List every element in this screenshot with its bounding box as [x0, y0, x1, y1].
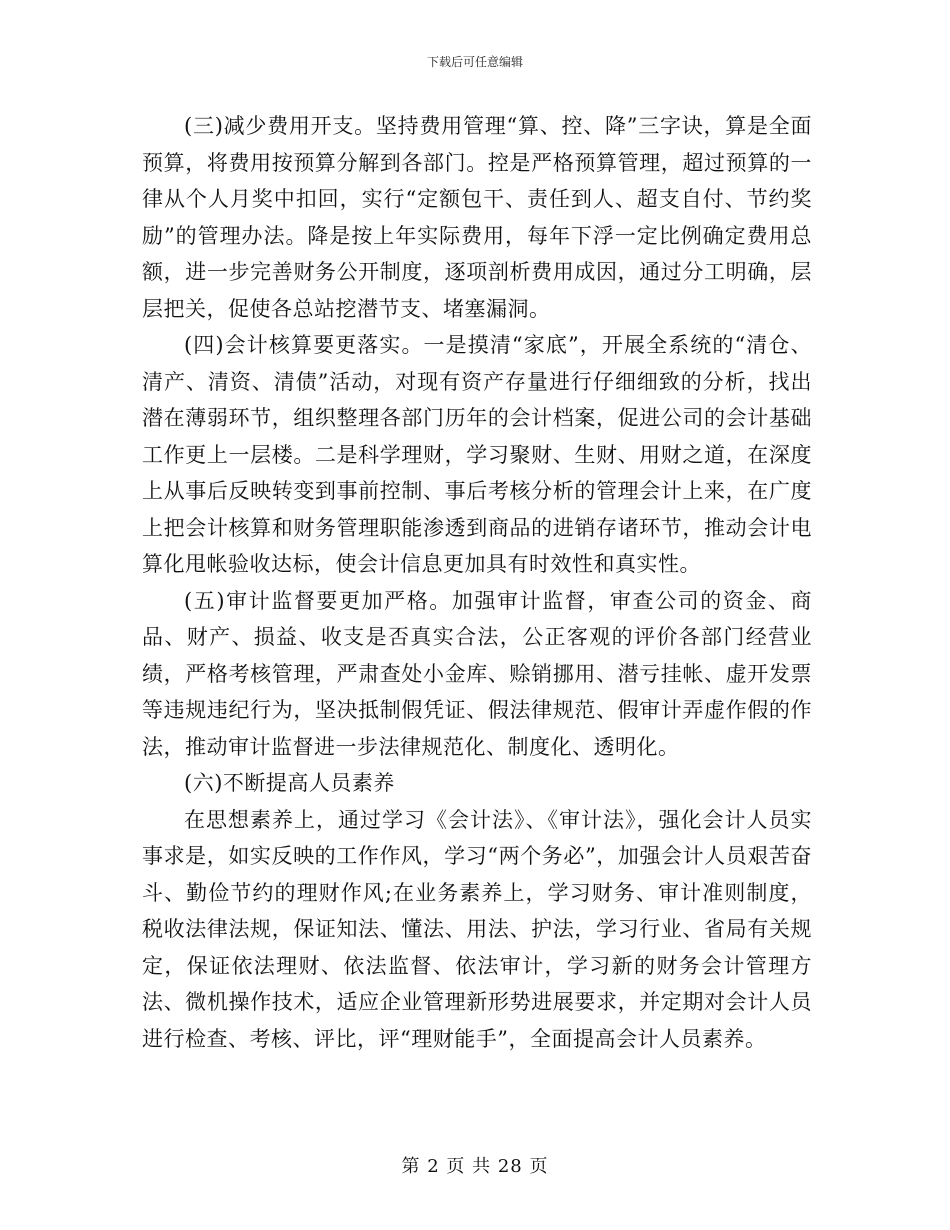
paragraph-audit: (五)审计监督要更加严格。加强审计监督，审查公司的资金、商品、财产、损益、收支是否真实合法，公正客观的评价各部门经营业绩，严格考核管理，严肃查处小金库、赊销挪用、潜亏挂帐、虚开发票等违规违纪行为，坚决抵制假凭证、假法律规范、假审计弄虚作假的作法，推动审计监督进一步法律规范化、制度化、透明化。 [142, 588, 812, 759]
paragraph-accounting: (四)会计核算要更落实。一是摸清“家底”，开展全系统的“清仓、清产、清资、清债”活动，对现有资产存量进行仔细细致的分析，找出潜在薄弱环节，组织整理各部门历年的会计档案，促进公司的会计基础工作更上一层楼。二是科学理财，学习聚财、生财、用财之道，在深度上从事后反映转变到事前控制、事后考核分析的管理会计上来，在广度上把会计核算和财务管理职能渗透到商品的进销存诸环节，推动会计电算化甩帐验收达标，使会计信息更加具有时效性和真实性。 [142, 333, 812, 576]
paragraph-staff-quality: 在思想素养上，通过学习《会计法》、《审计法》，强化会计人员实事求是，如实反映的工作作风，学习“两个务必”，加强会计人员艰苦奋斗、勤俭节约的理财作风;在业务素养上，学习财务、审计准则制度，税收法律法规，保证知法、懂法、用法、护法，学习行业、省局有关规定，保证依法理财、依法监督、依法审计，学习新的财务会计管理方法、微机操作技术，适应企业管理新形势进展要求，并定期对会计人员进行检查、考核、评比，评“理财能手”，全面提高会计人员素养。 [142, 807, 812, 1051]
paragraph-reduce-expenses: (三)减少费用开支。坚持费用管理“算、控、降”三字诀，算是全面预算，将费用按预算分解到各部门。控是严格预算管理，超过预算的一律从个人月奖中扣回，实行“定额包干、责任到人、超支自付、节约奖励”的管理办法。降是按上年实际费用，每年下浮一定比例确定费用总额，进一步完善财务公开制度，逐项剖析费用成因，通过分工明确，层层把关，促使各总站挖潜节支、堵塞漏洞。 [142, 114, 812, 321]
paragraph-staff-heading: (六)不断提高人员素养 [184, 771, 395, 795]
page-header: 下载后可任意编辑 [426, 55, 523, 69]
document-body [142, 108, 812, 1057]
page-number: 第 2 页 共 28 页 [401, 1156, 549, 1177]
